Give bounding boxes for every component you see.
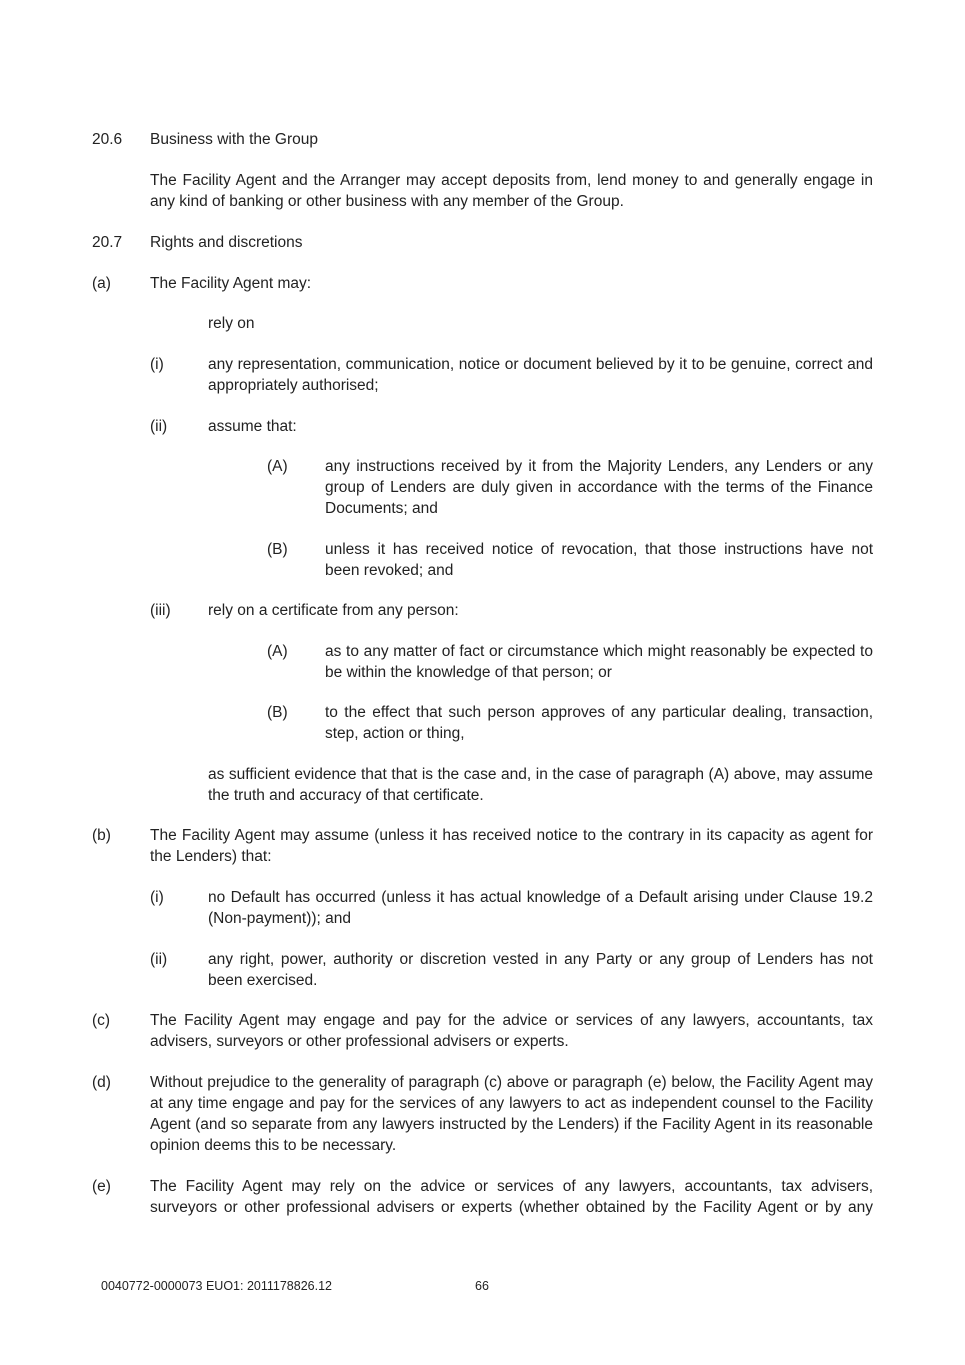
subparagraph: any right, power, authority or discretion vested in any Party or any group of Lenders has not been exercised.: [208, 951, 873, 989]
item: any instructions received by it from the Majority Lenders, any Lenders or any group of Lenders are duly given in accordance with the terms of the Finance Documents; and: [325, 458, 873, 517]
subparagraph-label: (iii): [150, 602, 171, 619]
paragraph: The Facility Agent may:: [150, 275, 312, 292]
subparagraph: any representation, communication, notice or document believed by it to be genuine, correct and appropriately authorised;: [208, 356, 873, 394]
item: unless it has received notice of revocation, that those instructions have not been revoked; and: [325, 541, 873, 579]
item-label: (A): [267, 458, 288, 475]
paragraph: The Facility Agent and the Arranger may accept deposits from, lend money to and generally engage in any kind of banking or other business with any member of the Group.: [150, 172, 873, 210]
paragraph: The Facility Agent may engage and pay for the advice or services of any lawyers, accountants, tax advisers, surveyors or other professional advisers or experts.: [150, 1012, 873, 1050]
paragraph-label: (d): [92, 1074, 111, 1091]
paragraph: rely on: [208, 315, 255, 332]
item: as to any matter of fact or circumstance which might reasonably be expected to be within the knowledge of that person; or: [325, 643, 873, 681]
item-label: (B): [267, 704, 288, 721]
subparagraph-label: (ii): [150, 418, 168, 435]
subparagraph-label: (i): [150, 889, 164, 906]
subparagraph: assume that:: [208, 418, 297, 435]
item-label: (B): [267, 541, 288, 558]
subparagraph: rely on a certificate from any person:: [208, 602, 459, 619]
section-number: 20.7: [92, 234, 123, 251]
section-heading: Business with the Group: [150, 131, 319, 148]
paragraph-label: (a): [92, 275, 111, 292]
footer-doc-ref: 0040772-0000073 EUO1: 2011178826.12: [101, 1279, 332, 1293]
paragraph: as sufficient evidence that that is the case and, in the case of paragraph (A) above, may assume the truth and accuracy of that certificate.: [208, 766, 873, 804]
paragraph: The Facility Agent may assume (unless it has received notice to the contrary in its capacity as agent for the Lenders) that:: [150, 827, 873, 865]
subparagraph-label: (i): [150, 356, 164, 373]
subparagraph: no Default has occurred (unless it has actual knowledge of a Default arising under Clause 19.2 (Non-payment)); and: [208, 889, 873, 927]
page-number: 66: [475, 1279, 489, 1293]
subparagraph-label: (ii): [150, 951, 168, 968]
item-label: (A): [267, 643, 288, 660]
paragraph: Without prejudice to the generality of paragraph (c) above or paragraph (e) below, the Facility Agent may at any time engage and pay for the services of any lawyers to act as independent counsel to the Facility Agent (and so separate from any lawyers instructed by the Lenders) if the Facility Agent in its reasonable opinion deems this to be necessary.: [150, 1074, 873, 1154]
section-heading: Rights and discretions: [150, 234, 303, 251]
paragraph-label: (e): [92, 1178, 111, 1195]
paragraph-label: (c): [92, 1012, 111, 1029]
paragraph-label: (b): [92, 827, 111, 844]
section-number: 20.6: [92, 131, 123, 148]
paragraph: The Facility Agent may rely on the advice or services of any lawyers, accountants, tax advisers, surveyors or other professional advisers or experts (whether obtained by the Facility Agent or by any: [150, 1178, 873, 1216]
item: to the effect that such person approves of any particular dealing, transaction, step, action or thing,: [325, 704, 873, 742]
